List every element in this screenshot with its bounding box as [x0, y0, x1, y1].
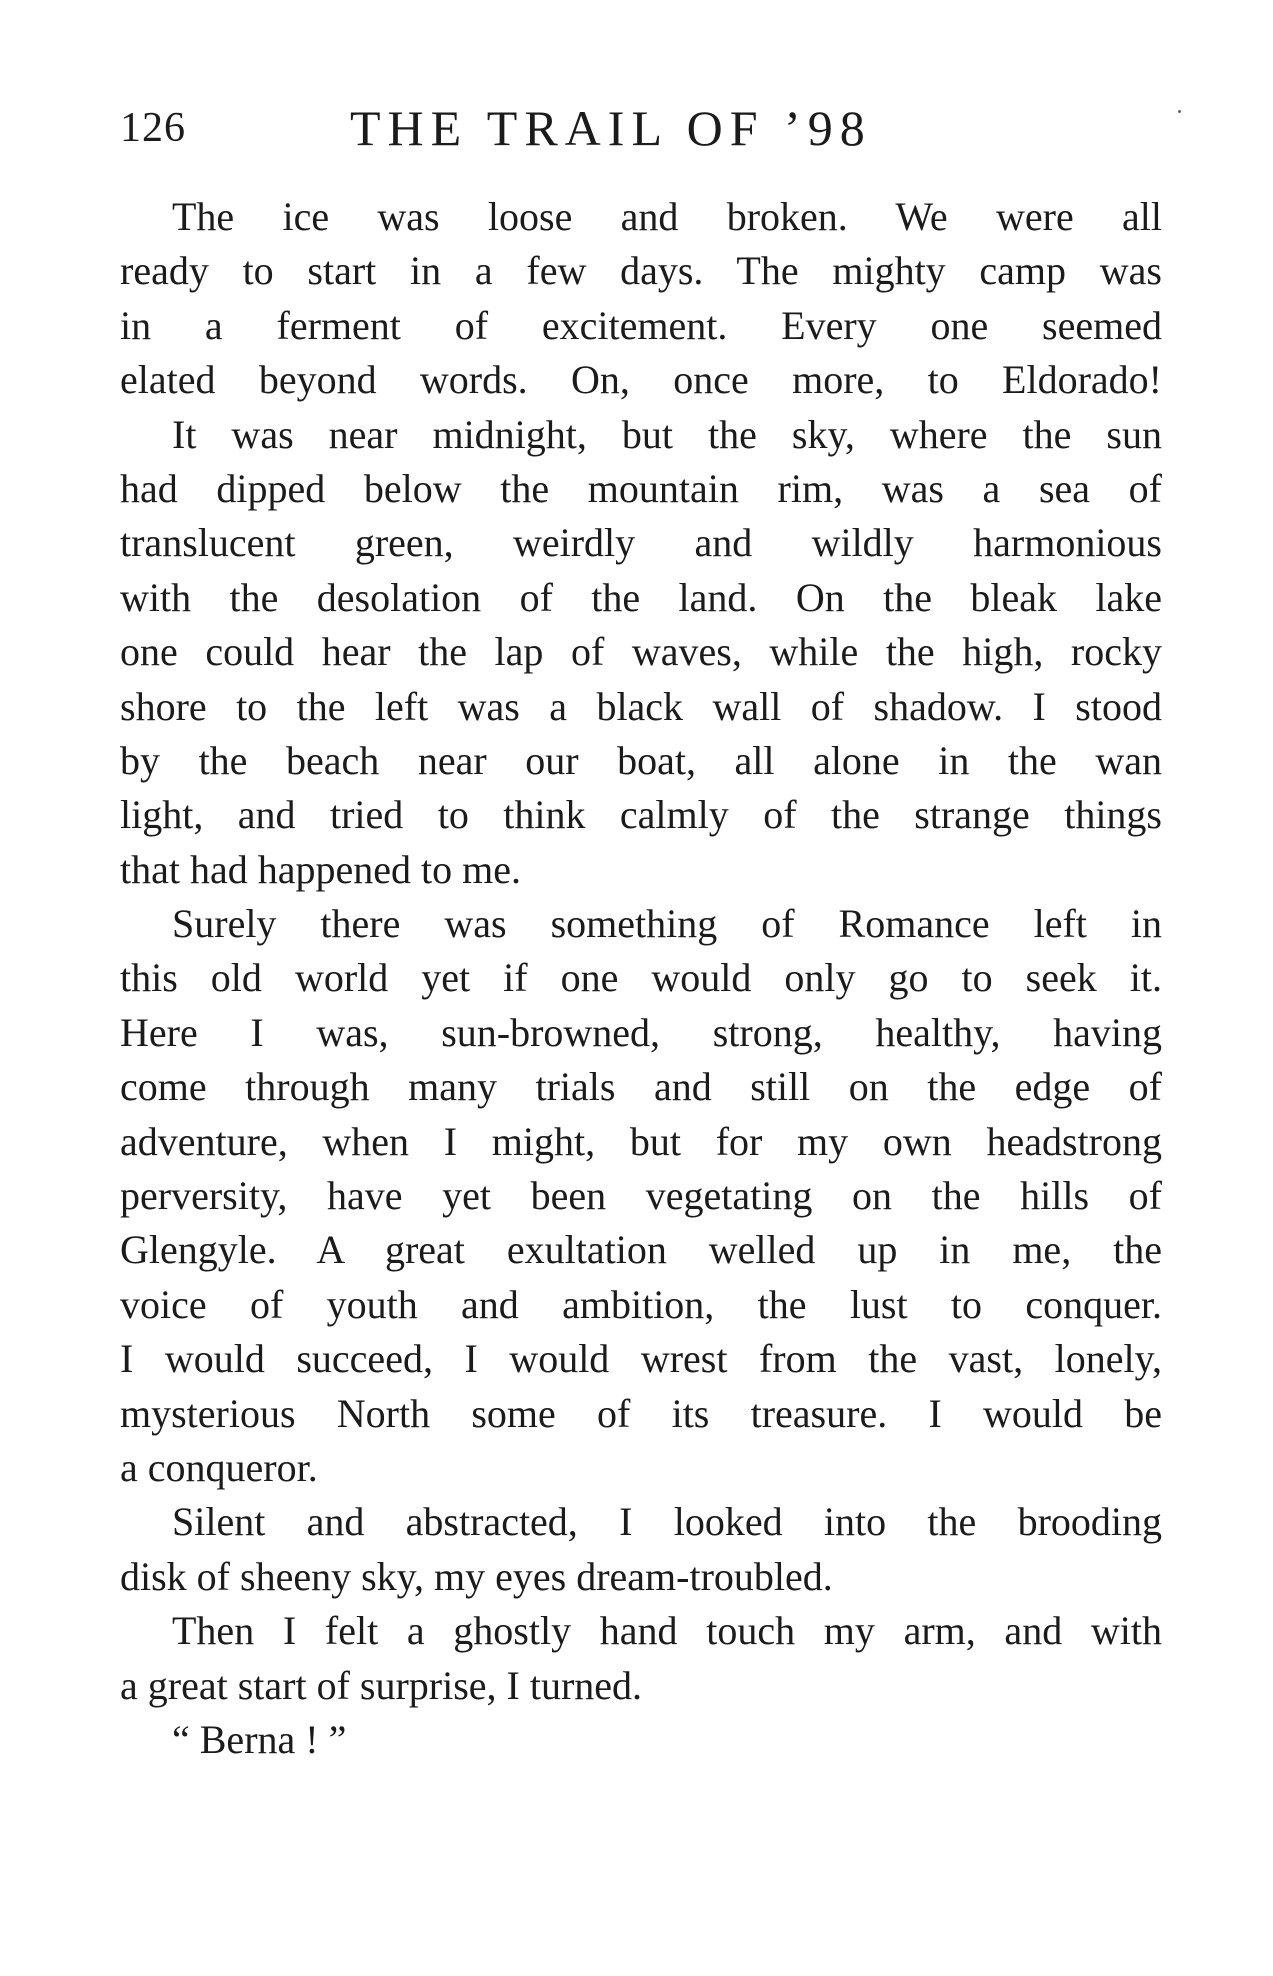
text-line: by the beach near our boat, all alone in the wan	[120, 737, 1162, 783]
text-line: disk of sheeny sky, my eyes dream-troubled.	[120, 1553, 833, 1599]
text-line: “ Berna ! ”	[172, 1716, 347, 1762]
text-line: a great start of surprise, I turned.	[120, 1662, 643, 1708]
text-line: I would succeed, I would wrest from the vast, lonely,	[120, 1336, 1162, 1382]
text-line: light, and tried to think calmly of the strange things	[120, 792, 1162, 838]
text-line: translucent green, weirdly and wildly harmonious	[120, 520, 1162, 566]
text-line: a conqueror.	[120, 1444, 318, 1490]
text-line: The ice was loose and broken. We were all	[172, 194, 1162, 239]
text-line: perversity, have yet been vegetating on the hills of	[120, 1173, 1162, 1219]
text-line: Glengyle. A great exultation welled up in me, the	[120, 1227, 1162, 1273]
text-line: with the desolation of the land. On the bleak lake	[120, 574, 1162, 620]
text-line: Surely there was something of Romance left in	[172, 901, 1162, 947]
running-head: THE TRAIL OF ’98	[350, 100, 872, 156]
text-line: Silent and abstracted, I looked into the brooding	[172, 1499, 1162, 1545]
text-line: Then I felt a ghostly hand touch my arm, and with	[172, 1608, 1162, 1654]
body-text	[120, 190, 1162, 1767]
paragraph	[120, 1604, 1162, 1713]
text-line: this old world yet if one would only go to seek it.	[120, 955, 1162, 1001]
page-header	[120, 98, 1160, 178]
paragraph	[120, 1495, 1162, 1604]
text-line: It was near midnight, but the sky, where the sun	[172, 411, 1162, 457]
text-line: had dipped below the mountain rim, was a sea of	[120, 465, 1162, 511]
text-line: elated beyond words. On, once more, to Eldorado!	[120, 357, 1162, 403]
paper-speck	[1178, 110, 1181, 113]
paragraph	[120, 190, 1162, 408]
text-line: in a ferment of excitement. Every one seemed	[120, 302, 1162, 348]
text-line: Here I was, sun-browned, strong, healthy, having	[120, 1009, 1162, 1055]
text-line: one could hear the lap of waves, while the high, rocky	[120, 629, 1162, 675]
page-number: 126	[120, 105, 186, 151]
paragraph	[120, 897, 1162, 1495]
paragraph	[120, 1713, 1162, 1767]
text-line: shore to the left was a black wall of shadow. I stood	[120, 683, 1162, 729]
text-line: mysterious North some of its treasure. I would be	[120, 1390, 1162, 1436]
text-line: come through many trials and still on the edge of	[120, 1064, 1162, 1110]
text-line: adventure, when I might, but for my own headstrong	[120, 1118, 1162, 1164]
paragraph	[120, 408, 1162, 898]
text-line: that had happened to me.	[120, 846, 521, 892]
text-line: voice of youth and ambition, the lust to conquer.	[120, 1281, 1162, 1327]
text-line: ready to start in a few days. The mighty camp was	[120, 248, 1162, 294]
